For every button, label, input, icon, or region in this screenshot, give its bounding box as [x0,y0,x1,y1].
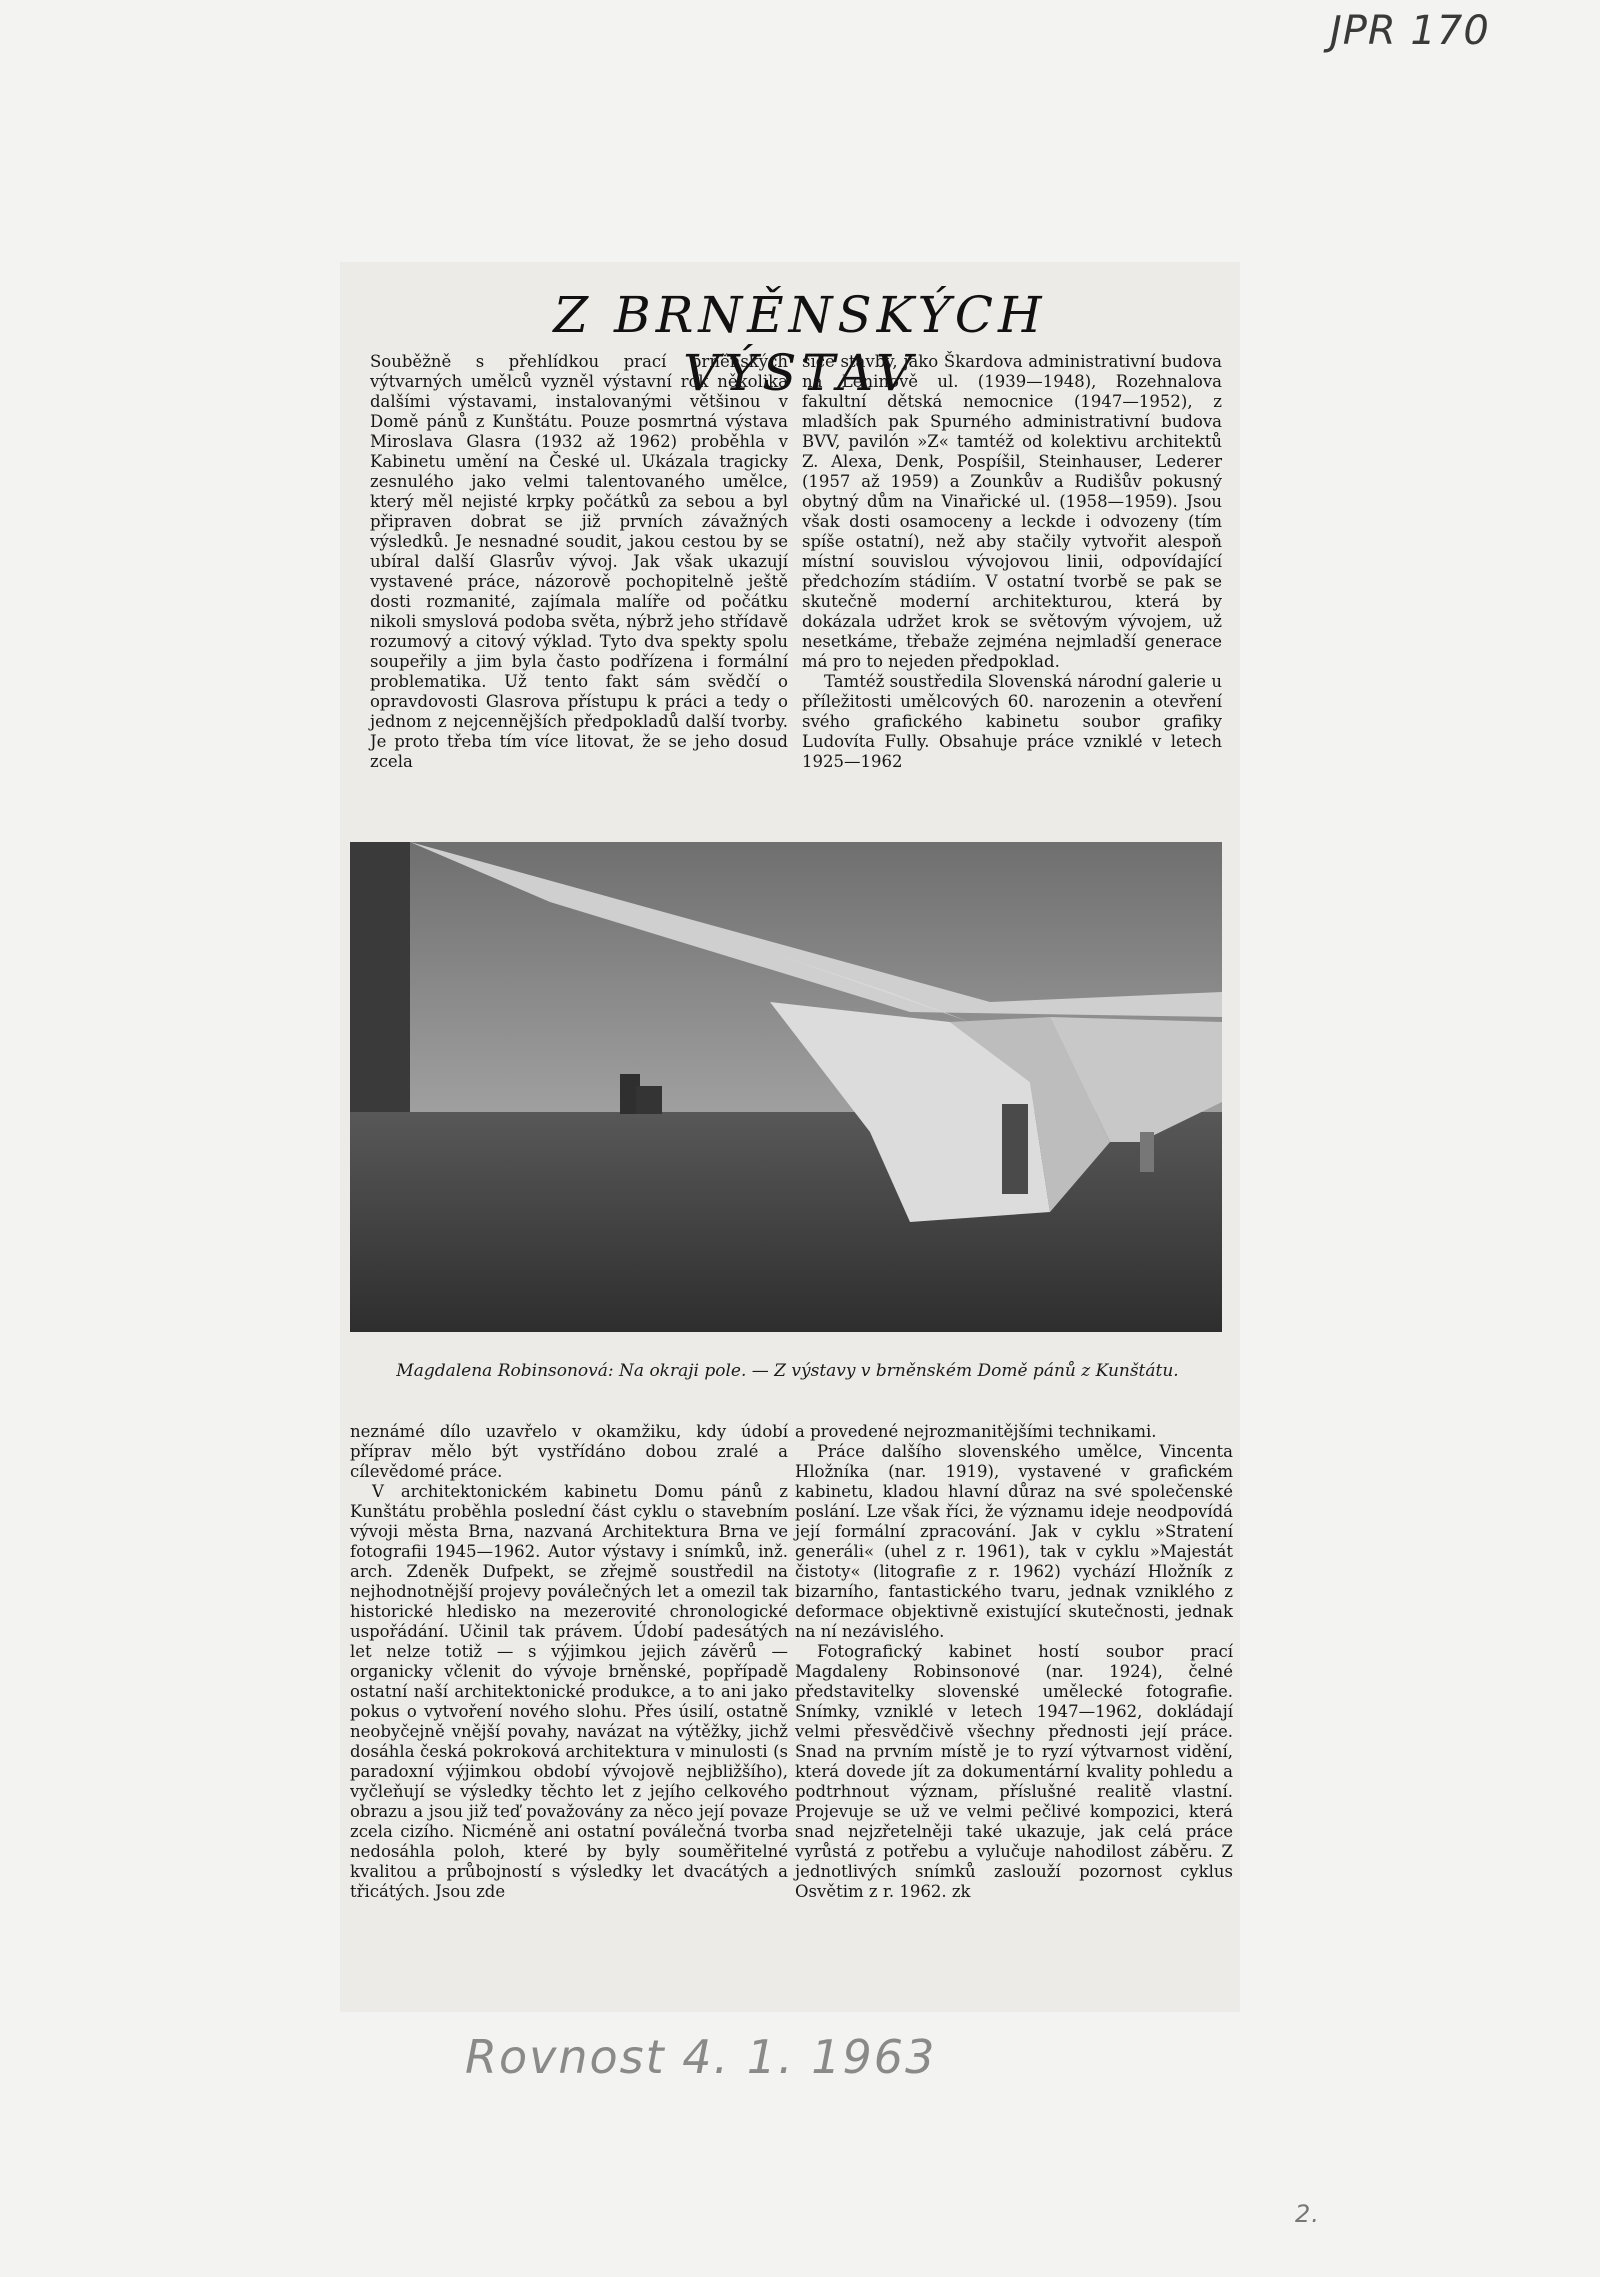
source-date-annotation: Rovnost 4. 1. 1963 [465,2030,937,2084]
column-2 [802,352,1222,771]
paragraph: V architektonickém kabinetu Domu pánů z Kunštátu proběhla poslední část cyklu o stavebním vývoji města Brna, nazvaná Architektura Brna ve fotografii 1945—1962. Autor výstavy i snímků, inž. arch. Zdeněk Dufpekt, se zřejmě soustředil na nejhodnotnější projevy poválečných let a omezil tak historické hledisko na mezerovité chronologické uspořádání. Učinil tak právem. Údobí padesátých let nelze totiž — s výjimkou jejich závěrů — organicky včlenit do vývoje brněnské, popřípadě ostatní naší architektonické produkce, a to ani jako pokus o vytvoření nového slohu. Přes úsilí, ostatně neobyčejně vnější povahy, navázat na výtěžky, jichž dosáhla česká pokroková architektura v minulosti (s paradoxní výjimkou období vývojově nejbližšího), vyčleňují se výsledky těchto let z jejího celkového obrazu a jsou již teď považovány za něco její povaze zcela cizího. Nicméně ani ostatní poválečná tvorba nedosáhla poloh, které by byly souměřitelné kvalitou a průbojností s výsledky let dvacátých a třicátých. Jsou zde [350,1482,788,1901]
paragraph: sice stavby, jako Škardova administrativní budova na Leninově ul. (1939—1948), Rozehnalova fakultní dětská nemocnice (1947—1952), z mladších pak Spurného administrativní budova BVV, pavilón »Z« tamtéž od kolektivu architektů Z. Alexa, Denk, Pospíšil, Steinhauser, Lederer (1957 až 1959) a Zounkův a Rudišův pokusný obytný dům na Vinařické ul. (1958—1959). Jsou však dosti osamoceny a leckde i odvozeny (tím spíše ostatní), než aby stačily vytvořit alespoň místní souvislou vývojovou linii, odpovídající předchozím stádiím. V ostatní tvorbě se pak se skutečně moderní architekturou, která by dokázala udržet krok se světovým vývojem, už nesetkáme, třebaže zejména nejmladší generace má pro to nejeden předpoklad. [802,352,1222,671]
article-title: Z BRNĚNSKÝCH VÝSTAV [553,286,1047,402]
column-4 [795,1422,1233,1998]
article-photo [350,842,1222,1332]
paragraph: Práce dalšího slovenského umělce, Vincenta Hložníka (nar. 1919), vystavené v grafickém kabinetu, kladou hlavní důraz na své společenské poslání. Lze však říci, že významu ideje neodpovídá její formální zpracování. Jak v cyklu »Stratení generáli« (uhel z r. 1961), tak v cyklu »Majestát čistoty« (litografie z r. 1962) vychází Hložník z bizarního, fantastického tvaru, jednak vzniklého z deformace objektivně existující skutečnosti, jednak na ní nezávislého. [795,1442,1233,1641]
paragraph: Tamtéž soustředila Slovenská národní galerie u příležitosti umělcových 60. narozenin a otevření svého grafického kabinetu soubor grafiky Ludovíta Fully. Obsahuje práce vzniklé v letech 1925—1962 [802,672,1222,771]
paragraph: a provedené nejrozmanitějšími technikami. [795,1422,1157,1441]
column-1 [370,352,788,771]
paragraph: Souběžně s přehlídkou prací brněnských výtvarných umělců vyzněl výstavní rok několika dalšími výstavami, instalovanými většinou v Domě pánů z Kunštátu. Pouze posmrtná výstava Miroslava Glasra (1932 až 1962) proběhla v Kabinetu umění na České ul. Ukázala tragicky zesnulého jako velmi talentovaného umělce, který měl nejisté krpky počátků za sebou a byl připraven dobrat se již prvních závažných výsledků. Je nesnadné soudit, jakou cestou by se ubíral další Glasrův vývoj. Jak však ukazují vystavené práce, názorově pochopitelně ještě dosti rozmanité, zajímala malíře od počátku nikoli smyslová podoba světa, nýbrž jeho střídavě rozumový a citový výklad. Tyto dva spekty spolu soupeřily a jim byla často podřízena i formální problematika. Už tento fakt sám svědčí o opravdovosti Glasrova přístupu k práci a tedy o jednom z nejcennějších předpokladů další tvorby. Je proto třeba tím více litovat, že se jeho dosud zcela [370,352,788,771]
photo-caption: Magdalena Robinsonová: Na okraji pole. — Z výstavy v brněnském Domě pánů z Kunštátu. [396,1361,1179,1381]
paragraph: neznámé dílo uzavřelo v okamžiku, kdy údobí příprav mělo být vystřídáno dobou zralé a cílevědomé práce. [350,1422,788,1481]
archive-number-annotation: JPR 170 [1330,8,1490,54]
newspaper-clipping [340,262,1240,2012]
column-3 [350,1422,788,1998]
page-number-annotation: 2. [1295,2200,1320,2228]
paragraph: Fotografický kabinet hostí soubor prací Magdaleny Robinsonové (nar. 1924), čelné představitelky slovenské umělecké fotografie. Snímky, vzniklé v letech 1947—1962, dokládají velmi přesvědčivě všechny přednosti její práce. Snad na prvním místě je to ryzí výtvarnost vidění, která dovede jít za dokumentární kvality pohledu a podtrhnout význam, příslušné realitě vlastní. Projevuje se už ve velmi pečlivé kompozici, která snad nejzřetelněji také ukazuje, jak celá práce vyrůstá z potřebu a vylučuje nahodilost záběru. Z jednotlivých snímků zaslouží pozornost cyklus Osvětim z r. 1962. zk [795,1642,1233,1901]
